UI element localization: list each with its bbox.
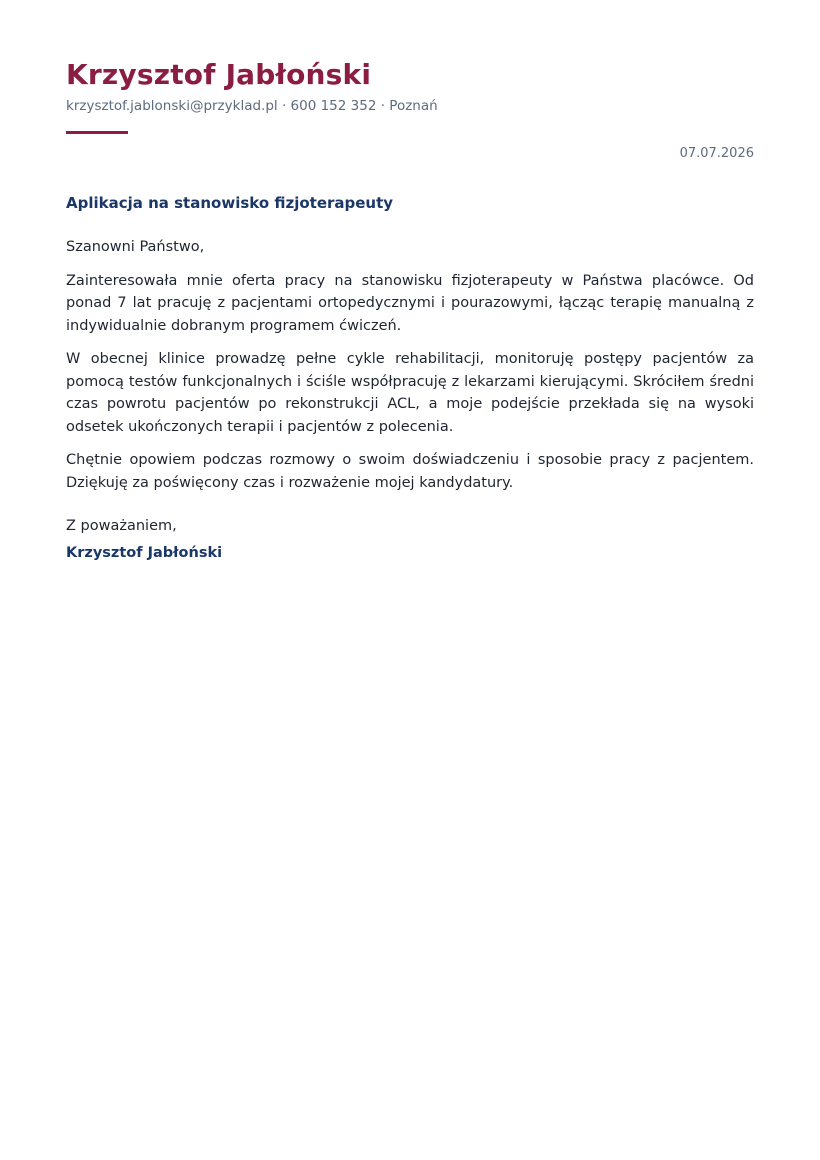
applicant-name: Krzysztof Jabłoński	[66, 58, 372, 91]
contact-line: krzysztof.jablonski@przyklad.pl · 600 152 352 · Poznań	[66, 98, 438, 114]
body-paragraph-1: Zainteresowała mnie oferta pracy na stanowisku fizjoterapeuty w Państwa placówce. Od ponad 7 lat pracuję z pacjentami ortopedycznymi i pourazowymi, łącząc terapię manualną z indywidualnie dobranym programem ćwiczeń.	[66, 272, 754, 334]
accent-divider	[66, 131, 128, 134]
letter-body	[66, 236, 754, 505]
body-paragraph-3: Chętnie opowiem podczas rozmowy o swoim doświadczeniu i sposobie pracy z pacjentem. Dziękuję za poświęcony czas i rozważenie mojej kandydatury.	[66, 452, 754, 491]
signature-name: Krzysztof Jabłoński	[66, 545, 223, 561]
body-paragraph-2: W obecnej klinice prowadzę pełne cykle rehabilitacji, monitoruję postępy pacjentów za pomocą testów funkcjonalnych i ściśle współpracuję z lekarzami kierującymi. Skróciłem średni czas powrotu pacjentów po rekonstrukcji ACL, a moje podejście przekłada się na wysoki odsetek ukończonych terapii i pacjentów z polecenia.	[66, 351, 754, 435]
greeting: Szanowni Państwo,	[66, 239, 205, 255]
letter-subject: Aplikacja na stanowisko fizjoterapeuty	[66, 194, 394, 212]
closing-phrase: Z poważaniem,	[66, 518, 177, 534]
letter-date: 07.07.2026	[679, 146, 754, 161]
